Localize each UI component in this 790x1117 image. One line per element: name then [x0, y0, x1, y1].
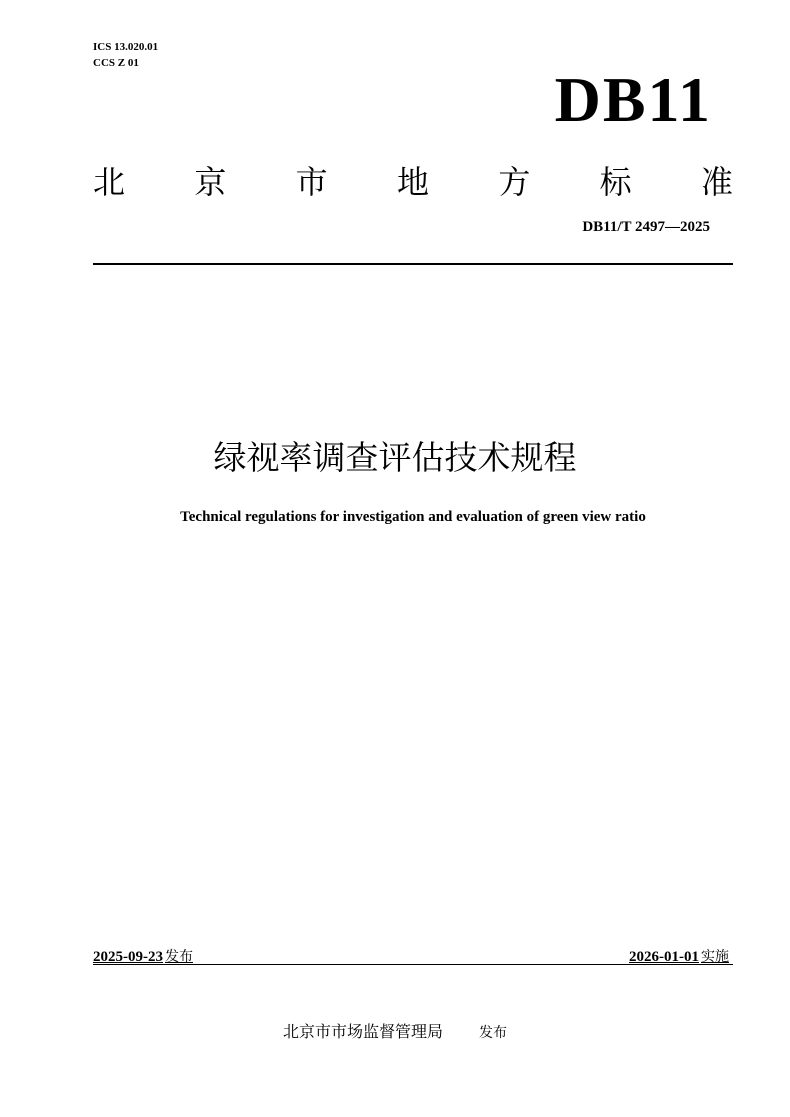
- standard-type-char: 地: [396, 163, 429, 201]
- issuer-name: 北京市市场监督管理局: [282, 1022, 443, 1041]
- standard-number: DB11/T 2497—2025: [582, 219, 710, 235]
- standard-type-char: 准: [700, 163, 733, 201]
- db-logo: DB11: [554, 64, 712, 135]
- document-title-cn: 绿视率调查评估技术规程: [213, 438, 577, 477]
- classification-codes: [93, 40, 158, 72]
- publish-label: 发布: [165, 949, 193, 965]
- document-title-en: Technical regulations for investigation and evaluation of green view ratio: [180, 509, 646, 525]
- standard-type-char: 标: [599, 163, 632, 201]
- ccs-code: CCS Z 01: [93, 57, 139, 69]
- ics-code: ICS 13.020.01: [93, 41, 159, 53]
- implement-label: 实施: [701, 949, 729, 965]
- standard-type-char: 方: [498, 163, 531, 201]
- standard-type-char: 京: [194, 163, 227, 201]
- issuer-label: 发布: [479, 1025, 507, 1041]
- standard-type-char: 市: [295, 163, 328, 201]
- header-divider: [93, 263, 733, 265]
- publish-date: 2025-09-23: [93, 949, 163, 965]
- footer-divider: [93, 964, 733, 965]
- implement-date: 2026-01-01: [629, 949, 699, 965]
- standard-type-char: 北: [93, 163, 126, 201]
- issuer-line: [0, 1020, 790, 1045]
- standard-type: [93, 160, 733, 204]
